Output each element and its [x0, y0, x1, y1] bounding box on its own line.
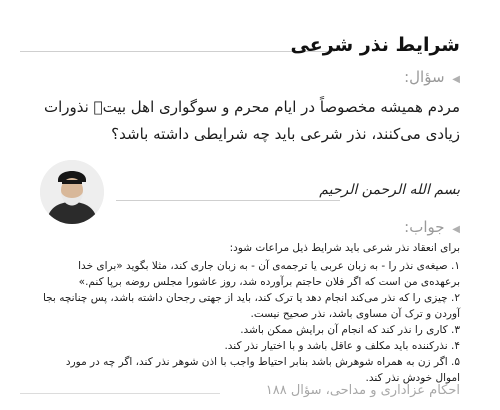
answer-label [404, 218, 460, 236]
answer-item: ۳. کاری را نذر کند که انجام آن برایش ممکن باشد. [240, 324, 460, 336]
signature-row [40, 160, 460, 230]
source-divider [20, 393, 220, 394]
page-title: شرایط نذر شرعی [290, 34, 460, 56]
answer-label-text: جواب: [404, 218, 445, 236]
portrait-photo [40, 160, 104, 224]
question-label [404, 68, 460, 86]
answer-item: ۱. صیغه‌ی نذر را - به زبان عربی یا ترجمه‌ی آن - به زبان جاری کند، مثلا بگوید «برای خدا برعهده‌ی من است که اگر فلان حاجتم برآورده شد، روز عاشورا مجلس روضه برپا کنم.» [78, 260, 460, 288]
source-citation: احکام عزاداری و مداحی، سؤال ۱۸۸ [265, 383, 460, 398]
triangle-left-icon: ◀ [452, 224, 460, 235]
title-divider [20, 51, 335, 52]
answer-text [40, 240, 460, 386]
portrait-icon [40, 160, 104, 224]
title-row [20, 34, 460, 64]
answer-item: ۵. اگر زن به همراه شوهرش باشد بنابر احتیاط واجب با اذن شوهر نذر کند، اگر چه در مورد اموال خودش نذر کند. [65, 356, 460, 384]
triangle-left-icon: ◀ [452, 74, 460, 85]
question-label-text: سؤال: [404, 68, 445, 86]
answer-intro: برای انعقاد نذر شرعی باید شرایط ذیل مراعات شود: [229, 242, 460, 254]
signature-handwriting: بسم الله الرحمن الرحیم [319, 182, 460, 198]
answer-item: ۴. نذرکننده باید مکلف و عاقل باشد و با اختیار نذر کند. [224, 340, 460, 352]
signature-divider [116, 200, 340, 201]
answer-item: ۲. چیزی را که نذر می‌کند انجام دهد یا ترک کند، باید از جهتی رجحان داشته باشد، پس چنانچه بجا آوردن و ترک آن مساوی باشد، نذر صحیح نیست. [42, 292, 460, 320]
question-text: مردم همیشه مخصوصاً در ایام محرم و سوگواری اهل بیتؐ نذورات زیادی می‌کنند، نذر شرعی باید چه شرایطی داشته باشد؟ [44, 98, 460, 143]
